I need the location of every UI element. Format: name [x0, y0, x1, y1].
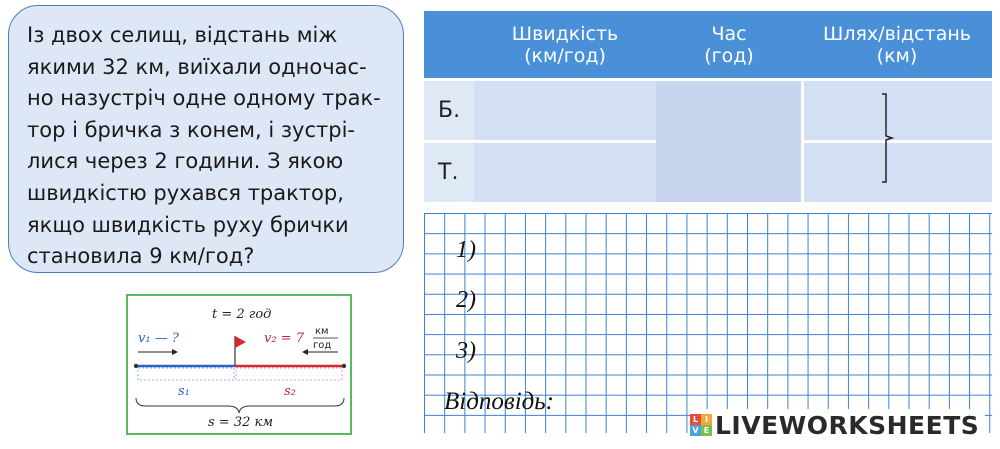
s2-dashed	[236, 368, 342, 380]
v1-label: v₁ — ?	[138, 331, 179, 346]
logo-mark-l: L	[690, 414, 701, 425]
answer-label: Відповідь:	[444, 388, 555, 415]
answer-line-1: 1)	[456, 237, 476, 263]
v2-unit-denominator: год	[313, 340, 332, 351]
problem-text: Із двох селищ, відстань між якими 32 км, виїхали одночас- но назустріч одне одному трак- тор і бричка з конем, і зустрі- лися через 2 години. З якою швидкістю рухався трактор, якщо швидкість руху брички становила 9 км/год?	[27, 23, 381, 269]
end-point	[342, 364, 346, 368]
header-speed-label: Швидкість (км/год)	[511, 22, 619, 67]
liveworksheets-logo	[690, 409, 985, 441]
header-time	[656, 11, 802, 80]
logo-mark-icon	[690, 414, 712, 436]
logo-text: LIVEWORKSHEETS	[715, 410, 980, 440]
header-distance	[802, 11, 992, 80]
row-label-b: Б.	[424, 80, 474, 142]
s1-label: s₁	[178, 384, 190, 399]
logo-mark-e: E	[701, 425, 712, 436]
answer-line-3: 3)	[456, 338, 476, 364]
header-empty	[424, 11, 474, 80]
answer-line-2: 2)	[456, 287, 476, 313]
flag-icon	[235, 336, 246, 348]
s2-label: s₂	[284, 384, 296, 399]
cell-time-shared[interactable]	[656, 80, 802, 203]
row-label-t: Т.	[424, 142, 474, 203]
header-time-label: Час (год)	[704, 22, 754, 67]
logo-mark-i: I	[701, 414, 712, 425]
data-table	[424, 11, 992, 202]
start-point	[134, 364, 138, 368]
motion-diagram	[126, 294, 352, 435]
cell-speed-t[interactable]	[474, 142, 656, 203]
header-speed	[474, 11, 656, 80]
cell-speed-b[interactable]	[474, 80, 656, 142]
table-header-row	[424, 11, 992, 80]
total-distance-label: s = 32 км	[208, 415, 274, 430]
header-distance-label: Шлях/відстань (км)	[823, 22, 971, 67]
v2-label: v₂ = 7	[264, 331, 304, 346]
total-brace	[136, 398, 344, 413]
grid-paper	[424, 213, 992, 433]
diagram-svg	[128, 296, 350, 433]
v1-arrowhead	[172, 349, 178, 355]
table-row	[424, 80, 992, 142]
time-label: t = 2 год	[212, 307, 272, 322]
distance-brace-icon	[878, 92, 898, 184]
v2-arrowhead	[302, 349, 308, 355]
s1-dashed	[138, 368, 234, 380]
problem-bubble	[8, 5, 404, 273]
logo-mark-v: V	[690, 425, 701, 436]
v2-unit-numerator: км	[315, 326, 329, 337]
